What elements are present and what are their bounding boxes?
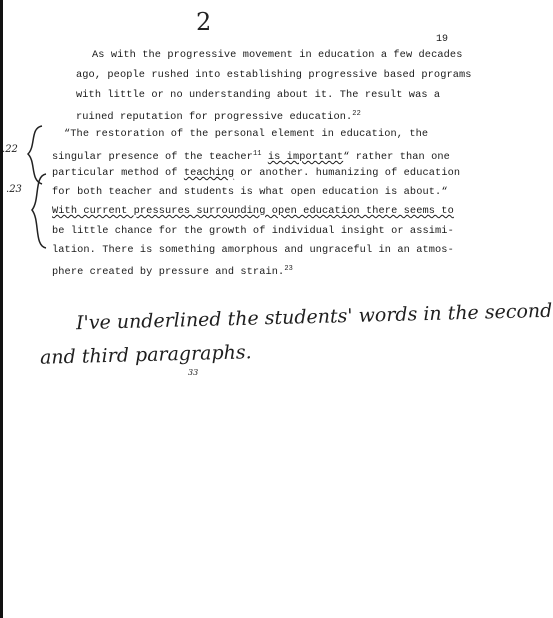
paragraph1-line4: ruined reputation for progressive education.$^{22}$ [76, 110, 361, 123]
paragraph2-line4: for both teacher and students is what open education is about.“ [52, 186, 448, 198]
paragraph3-line4: phere created by pressure and strain.$^{23}$ [52, 265, 293, 278]
handwritten-note-line1: I've underlined the students' words in the second [75, 299, 553, 335]
paragraph2-line2: singular presence of the teacher$^{11}$ is important“ rather than one [52, 150, 450, 163]
page-number: 19 [436, 34, 449, 45]
paragraph2-line3: particular method of teaching or another. humanizing of education [52, 167, 461, 179]
margin-brace-23 [24, 172, 50, 250]
paragraph3-line2: be little chance for the growth of individual insight or assimi- [52, 225, 454, 237]
margin-mark-23: .23 [6, 184, 22, 195]
handwritten-note-tag: 33 [188, 368, 199, 377]
footnote-23: 23 [284, 265, 293, 273]
handwritten-note-line2: and third paragraphs. [39, 341, 252, 369]
margin-mark-22: .22 [2, 144, 18, 155]
scan-edge [0, 0, 3, 618]
paragraph1-line2: ago, people rushed into establishing progressive based programs [76, 69, 472, 81]
footnote-22: 22 [352, 110, 361, 118]
paragraph2-line1: “The restoration of the personal element in education, the [64, 128, 429, 140]
paragraph3-line3: lation. There is something amorphous and ungraceful in an atmos- [52, 244, 454, 256]
paragraph3-line1: With current pressures surrounding open education there seems to [52, 205, 454, 217]
paragraph1-line1: As with the progressive movement in education a few decades [92, 49, 463, 61]
handwritten-page-number: 2 [196, 8, 212, 36]
paragraph1-line3: with little or no understanding about it. The result was a [76, 89, 441, 101]
